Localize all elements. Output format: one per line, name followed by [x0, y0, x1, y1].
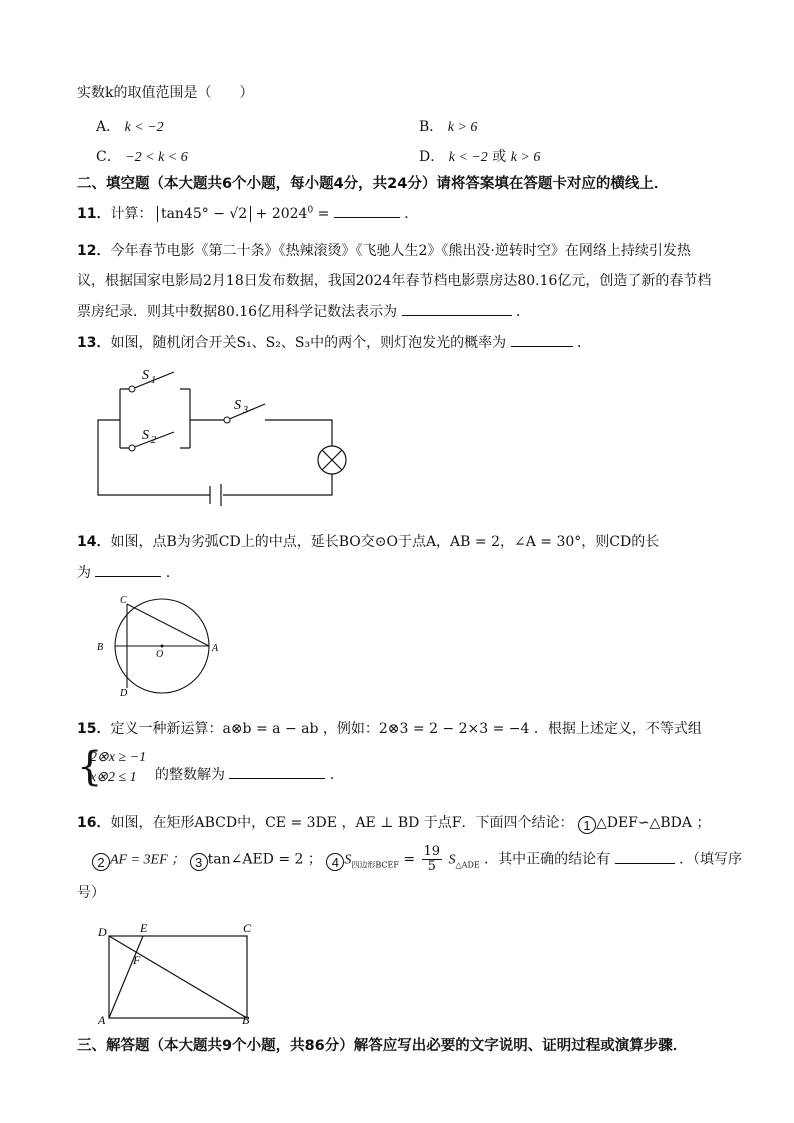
- label-c: C: [120, 595, 127, 606]
- q13-answer-blank[interactable]: [511, 345, 573, 347]
- section2-heading: 二、填空题（本大题共6个小题，每小题4分，共24分）请将答案填在答题卡对应的横线上．: [77, 176, 669, 192]
- label-b: B: [242, 1013, 250, 1027]
- label-f: F: [133, 953, 141, 967]
- label-e: E: [140, 921, 148, 935]
- q14-line1: 14．如图，点B为劣弧CD上的中点，延长BO交⊙O于点A，AB = 2，∠A = 30°，则CD的长: [77, 534, 660, 550]
- brace-glyph: {: [77, 744, 103, 790]
- s1-label: S: [142, 368, 149, 383]
- q14-line2: 为 ．: [77, 565, 180, 581]
- section3-heading: 三、解答题（本大题共9个小题，共86分）解答应写出必要的文字说明、证明过程或演算步骤．: [77, 1038, 688, 1054]
- q12-line3: 票房纪录．则其中数据80.16亿用科学记数法表示为 ．: [77, 304, 530, 320]
- q11-answer-blank[interactable]: [334, 216, 400, 218]
- s3-label: S: [234, 398, 241, 413]
- q16-line3: 号）: [77, 885, 105, 901]
- q10-option-c: C． −2 < k < 6: [96, 149, 188, 165]
- label-a: A: [98, 1013, 106, 1027]
- s2-sub: 2: [151, 435, 156, 446]
- q10-stem: 实数k的取值范围是（ ）: [77, 85, 254, 101]
- q15-line1: 15．定义一种新运算：a⊗b = a − ab ，例如：2⊗3 = 2 − 2×3 = −4 ．根据上述定义，不等式组: [77, 721, 702, 737]
- q16-rectangle-figure: [92, 920, 262, 1028]
- q11: 11．计算： $\tan 45^\circ - √2 + 2024^0$ = ．: [77, 205, 419, 222]
- label-o: O: [156, 649, 164, 660]
- label-d: D: [98, 925, 107, 939]
- q14-answer-blank[interactable]: [95, 575, 161, 577]
- s3-sub: 3: [243, 405, 248, 416]
- q10-option-b: B． k > 6: [419, 119, 478, 135]
- q12-line1: 12．今年春节电影《第二十条》《热辣滚烫》《飞驰人生2》《熊出没·逆转时空》在网络上持续引发热: [77, 243, 691, 259]
- q12-answer-blank[interactable]: [402, 314, 512, 316]
- label-c: C: [243, 921, 252, 935]
- s2-label: S: [142, 428, 149, 443]
- q14-circle-figure: [92, 590, 232, 700]
- q16-line1: 16．如图，在矩形ABCD中，CE = 3DE ，AE ⊥ BD 于点F．下面四个结论： 1 △DEF∽△BDA ；: [77, 815, 711, 833]
- label-b: B: [97, 642, 104, 653]
- q11-abs-expr: tan45° − √2: [157, 206, 251, 222]
- q13-circuit-figure: [90, 360, 370, 515]
- q12-line2: 议，根据国家电影局2月18日发布数据，我国2024年春节档电影票房达80.16亿元，创造了新的春节档: [77, 273, 712, 289]
- q15-line2: 的整数解为 ．: [155, 767, 344, 783]
- label-d: D: [120, 688, 128, 699]
- q15-answer-blank[interactable]: [229, 777, 325, 779]
- q16-answer-blank[interactable]: [615, 862, 675, 864]
- q10-option-a: A． k < −2: [96, 119, 164, 135]
- q13: 13．如图，随机闭合开关S₁、S₂、S₃中的两个，则灯泡发光的概率为 ．: [77, 335, 591, 351]
- s1-sub: 1: [151, 375, 156, 386]
- label-a: A: [212, 643, 219, 654]
- q10-option-d: D． k < −2 或 k > 6: [419, 149, 541, 165]
- q16-line2: 2 AF = 3EF ； 3 tan∠AED = 2 ； 4 $S_{四边形BCEF}$ = $\frac{19}{5}$ $S_{\triangle ADE}$ ．其中正确的结论有 ．（填写序: [92, 845, 742, 874]
